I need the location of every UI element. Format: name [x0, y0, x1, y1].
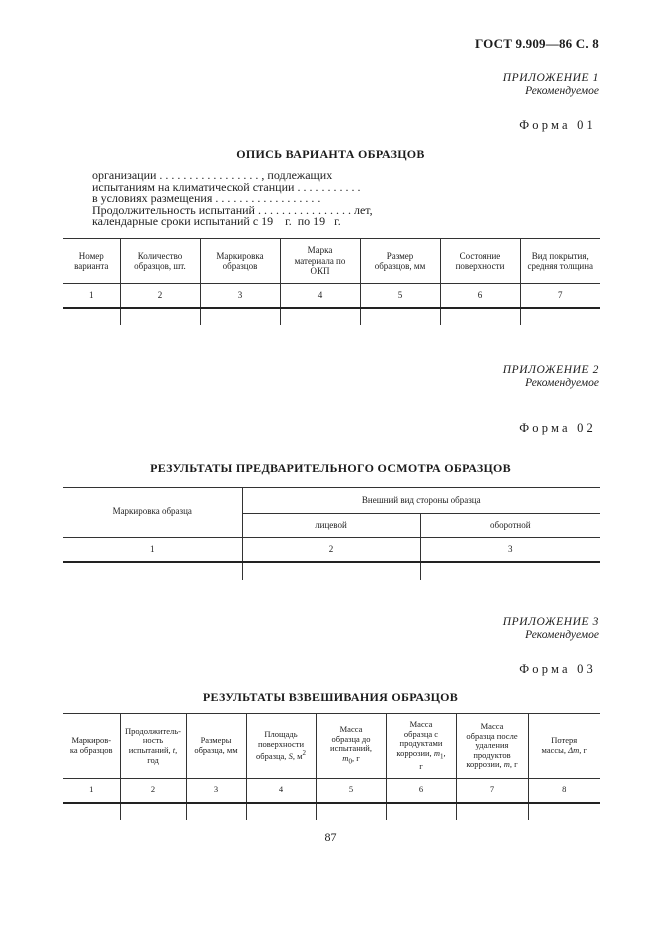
table-cell: [63, 308, 120, 325]
table-cell: [528, 803, 600, 820]
column-header-mass-after-removal: Масса образца после удаления продуктов коррозии, m, г: [456, 714, 528, 779]
table-cell: [63, 562, 242, 580]
column-header-mass-before: Масса образца до испытаний, $m_0$, г: [316, 714, 386, 779]
column-number: 8: [528, 779, 600, 803]
form-02-label: Форма 02: [519, 421, 596, 435]
column-number: 4: [280, 284, 360, 308]
column-header-variant-number: Номер варианта: [63, 239, 120, 284]
column-header-marking: Маркировка образцов: [200, 239, 280, 284]
form-03-label: Форма 03: [519, 662, 596, 676]
column-number: 3: [200, 284, 280, 308]
section-3-title: РЕЗУЛЬТАТЫ ВЗВЕШИВАНИЯ ОБРАЗЦОВ: [202, 690, 459, 704]
column-header-sample-marking: Маркиров- ка образцов: [63, 714, 120, 779]
column-header-sample-count: Количество образцов, шт.: [120, 239, 200, 284]
appendix-3-label: ПРИЛОЖЕНИЕ 3: [502, 616, 599, 628]
table-row: [63, 562, 600, 580]
table-cell: [242, 562, 420, 580]
section-1-intro: [92, 170, 373, 228]
column-number: 1: [63, 284, 120, 308]
section-1-title: ОПИСЬ ВАРИАНТА ОБРАЗЦОВ: [236, 147, 425, 161]
intro-line: организации . . . . . . . . . . . . . . . . . , подлежащих: [92, 168, 333, 182]
table-header-row: [63, 714, 600, 779]
appendix-1-status: Рекомендуемое: [525, 85, 599, 97]
column-number: 2: [120, 779, 186, 803]
intro-line: Продолжительность испытаний . . . . . . . . . . . . . . . . лет,: [92, 202, 373, 217]
column-header-sample-size: Размеры образца, мм: [186, 714, 246, 779]
column-header-material-grade: Марка материала по ОКП: [280, 239, 360, 284]
table-row: [63, 803, 600, 820]
table-cell: [386, 803, 456, 820]
appendix-2-block: [0, 364, 599, 390]
column-header-surface-condition: Состояние поверхности: [440, 239, 520, 284]
appendix-2-label: ПРИЛОЖЕНИЕ 2: [502, 364, 599, 376]
table-cell: [280, 308, 360, 325]
column-number: 2: [242, 538, 420, 562]
appendix-3-block: [0, 616, 599, 642]
table-cell: [63, 803, 120, 820]
table-cell: [120, 308, 200, 325]
column-group-header-appearance: Внешний вид стороны образца: [242, 488, 600, 514]
appendix-1-block: [0, 72, 599, 98]
form-02-table: [63, 487, 600, 580]
form-01-table: [63, 238, 600, 325]
table-cell: [316, 803, 386, 820]
column-header-surface-area: Площадь поверхности образца, S, $м^2$: [246, 714, 316, 779]
column-number: 3: [186, 779, 246, 803]
column-number: 5: [360, 284, 440, 308]
appendix-2-status: Рекомендуемое: [525, 377, 599, 389]
column-number: 6: [386, 779, 456, 803]
column-number-row: [63, 284, 600, 308]
table-cell: [246, 803, 316, 820]
column-header-coating-type: Вид покрытия, средняя толщина: [520, 239, 600, 284]
column-number: 4: [246, 779, 316, 803]
column-number: 1: [63, 538, 242, 562]
column-header-sample-size: Размер образцов, мм: [360, 239, 440, 284]
column-number-row: [63, 779, 600, 803]
table-cell: [456, 803, 528, 820]
column-header-back-side: оборотной: [420, 514, 600, 538]
column-number: 3: [420, 538, 600, 562]
appendix-3-status: Рекомендуемое: [525, 629, 599, 641]
column-header-front-side: лицевой: [242, 514, 420, 538]
column-header-mass-loss: Потеря массы, Δm, г: [528, 714, 600, 779]
column-header-test-duration: Продолжитель- ность испытаний, t, год: [120, 714, 186, 779]
section-2-title: РЕЗУЛЬТАТЫ ПРЕДВАРИТЕЛЬНОГО ОСМОТРА ОБРАЗЦОВ: [150, 461, 511, 475]
intro-line: испытаниям на климатической станции . . . . . . . . . . .: [92, 179, 361, 194]
intro-line: календарные сроки испытаний с 19 г. по 19 г.: [92, 214, 341, 228]
intro-line: в условиях размещения . . . . . . . . . . . . . . . . . .: [92, 191, 321, 205]
column-header-mass-with-corrosion: Масса образца с продуктами коррозии, $m_1$, г: [386, 714, 456, 779]
column-header-sample-marking: Маркировка образца: [63, 488, 242, 538]
page-number: 87: [324, 830, 337, 844]
table-cell: [520, 308, 600, 325]
document-reference: ГОСТ 9.909—86 С. 8: [474, 36, 599, 51]
form-01-label: Форма 01: [519, 118, 596, 132]
table-header-row: [63, 488, 600, 514]
column-number: 7: [456, 779, 528, 803]
table-cell: [360, 308, 440, 325]
table-cell: [200, 308, 280, 325]
table-cell: [420, 562, 600, 580]
table-row: [63, 308, 600, 325]
column-number: 7: [520, 284, 600, 308]
column-number: 5: [316, 779, 386, 803]
table-cell: [440, 308, 520, 325]
table-cell: [120, 803, 186, 820]
form-03-table: [63, 713, 600, 820]
appendix-1-label: ПРИЛОЖЕНИЕ 1: [502, 72, 599, 84]
table-header-row: [63, 239, 600, 284]
column-number: 2: [120, 284, 200, 308]
table-cell: [186, 803, 246, 820]
column-number: 6: [440, 284, 520, 308]
column-number: 1: [63, 779, 120, 803]
column-number-row: [63, 538, 600, 562]
